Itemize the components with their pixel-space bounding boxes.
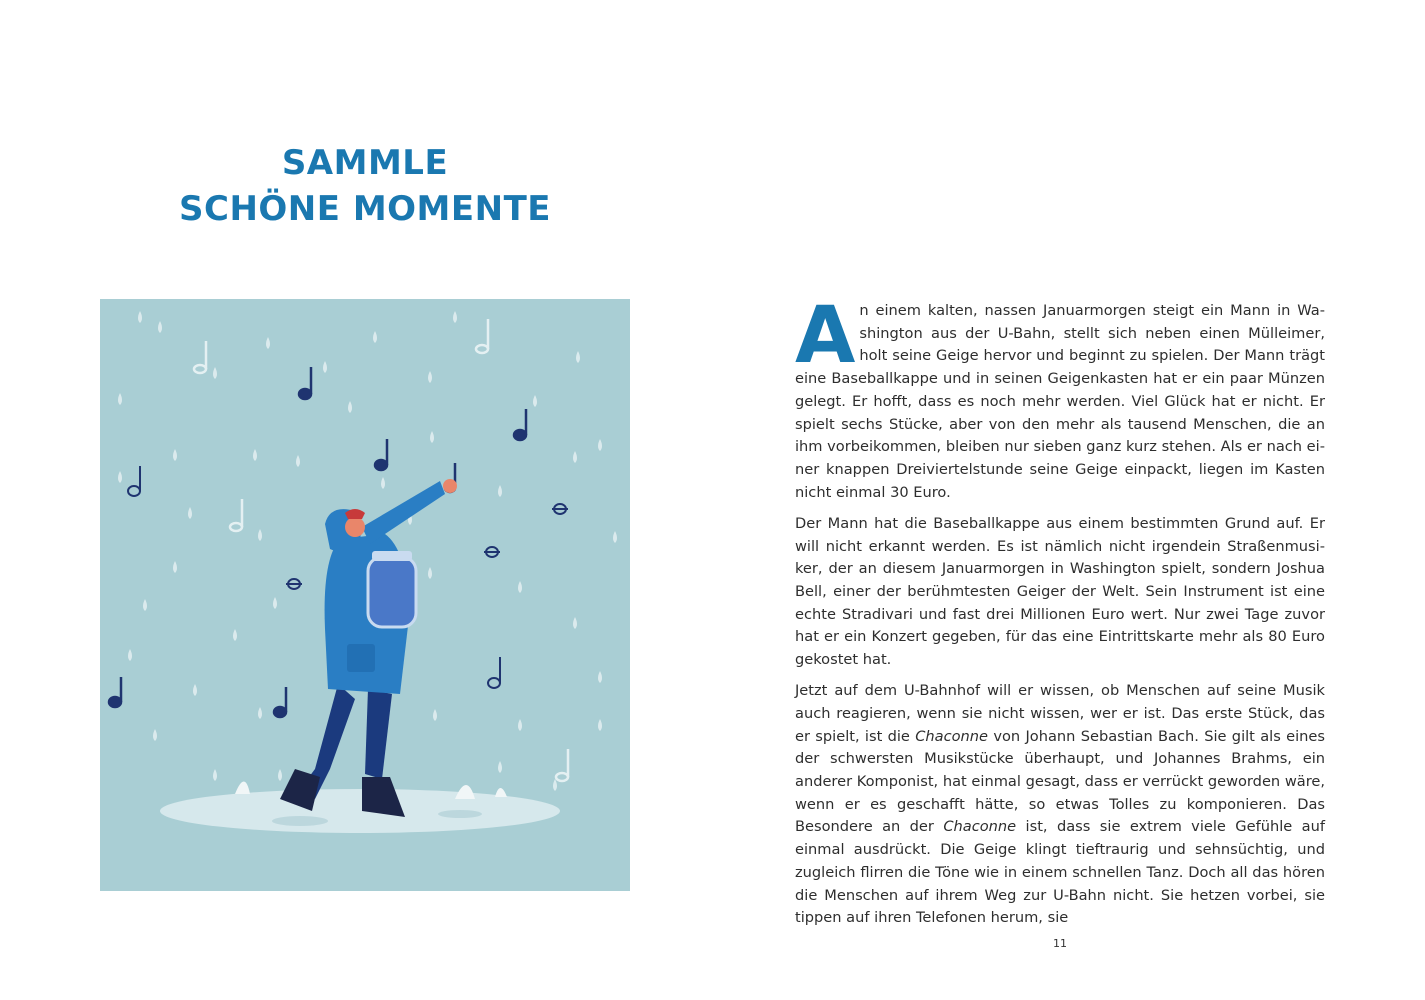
page-title: [160, 140, 570, 232]
paragraph-3-part-b: von Johann Sebastian Bach. Sie gilt als eines der schwersten Musikstücke überhaupt, und Johannes Brahms, ein anderer Komponist, hat einmal gesagt, dass er verrückt geworden wäre, wenn er es geschafft hätte, so etwas Tolles zu komponieren. Das Besondere an der: [795, 727, 1325, 836]
title-line-1: SAMMLE: [281, 143, 449, 183]
paragraph-3-part-c: ist, dass sie extrem viele Gefühle auf einmal ausdrückt. Die Geige klingt tieftraurig und sehnsüchtig, und zugleich flirren die Töne wie in einem schnellen Tanz. Doch all das hören die Menschen auf ihrem Weg zur U-Bahn nicht. Sie hetzen vorbei, sie tippen auf ihren Telefonen herum, sie: [795, 818, 1325, 927]
chaconne-title-2: Chaconne: [943, 818, 1017, 836]
chaconne-title-1: Chaconne: [915, 727, 989, 745]
paragraph-3-part-a: Jetzt auf dem U-Bahnhof will er wissen, ob Menschen auf seine Musik auch reagieren, wenn sie nicht wissen, wer er ist. Das erste Stück, das er spielt, ist die: [795, 682, 1325, 745]
body-text: [795, 291, 1325, 938]
paragraph-3: [795, 680, 1325, 930]
paragraph-1-text: n einem kalten, nassen Januarmorgen steigt ein Mann in Washington aus der U-Bahn, stellt sich neben einen Mülleimer, holt seine Geige hervor und beginnt zu spielen. Der Mann trägt eine Baseballkappe und in seinen Geigenkasten hat er ein paar Münzen gelegt. Er hofft, dass es noch mehr werden. Viel Glück hat er nicht. Er spielt sechs Stücke, aber von den mehr als tausend Menschen, die an ihm vorbeikommen, bleiben nur sieben ganz kurz stehen. Als er nach einer knappen Dreiviertelstunde seine Geige einpackt, liegen im Kasten nicht einmal 30 Euro.: [795, 302, 1325, 501]
paragraph-1: [795, 291, 1325, 504]
dropcap: A: [795, 291, 856, 381]
title-line-2: SCHÖNE MOMENTE: [179, 189, 551, 229]
violinist-in-rain-illustration: [100, 299, 630, 891]
paragraph-2: Der Mann hat die Baseballkappe aus einem bestimmten Grund auf. Er will nicht erkannt werden. Es ist nämlich nicht irgendein Straßenmusiker, der an diesem Januarmorgen in Washington spielt, sondern Joshua Bell, einer der berühmtesten Geiger der Welt. Sein Instrument ist eine echte Stradivari und fast drei Millionen Euro wert. Nur zwei Tage zuvor hat er ein Konzert gegeben, für das eine Eintrittskarte mehr als 80 Euro gekostet hat.: [795, 514, 1325, 669]
page-number: 11: [1053, 937, 1067, 950]
